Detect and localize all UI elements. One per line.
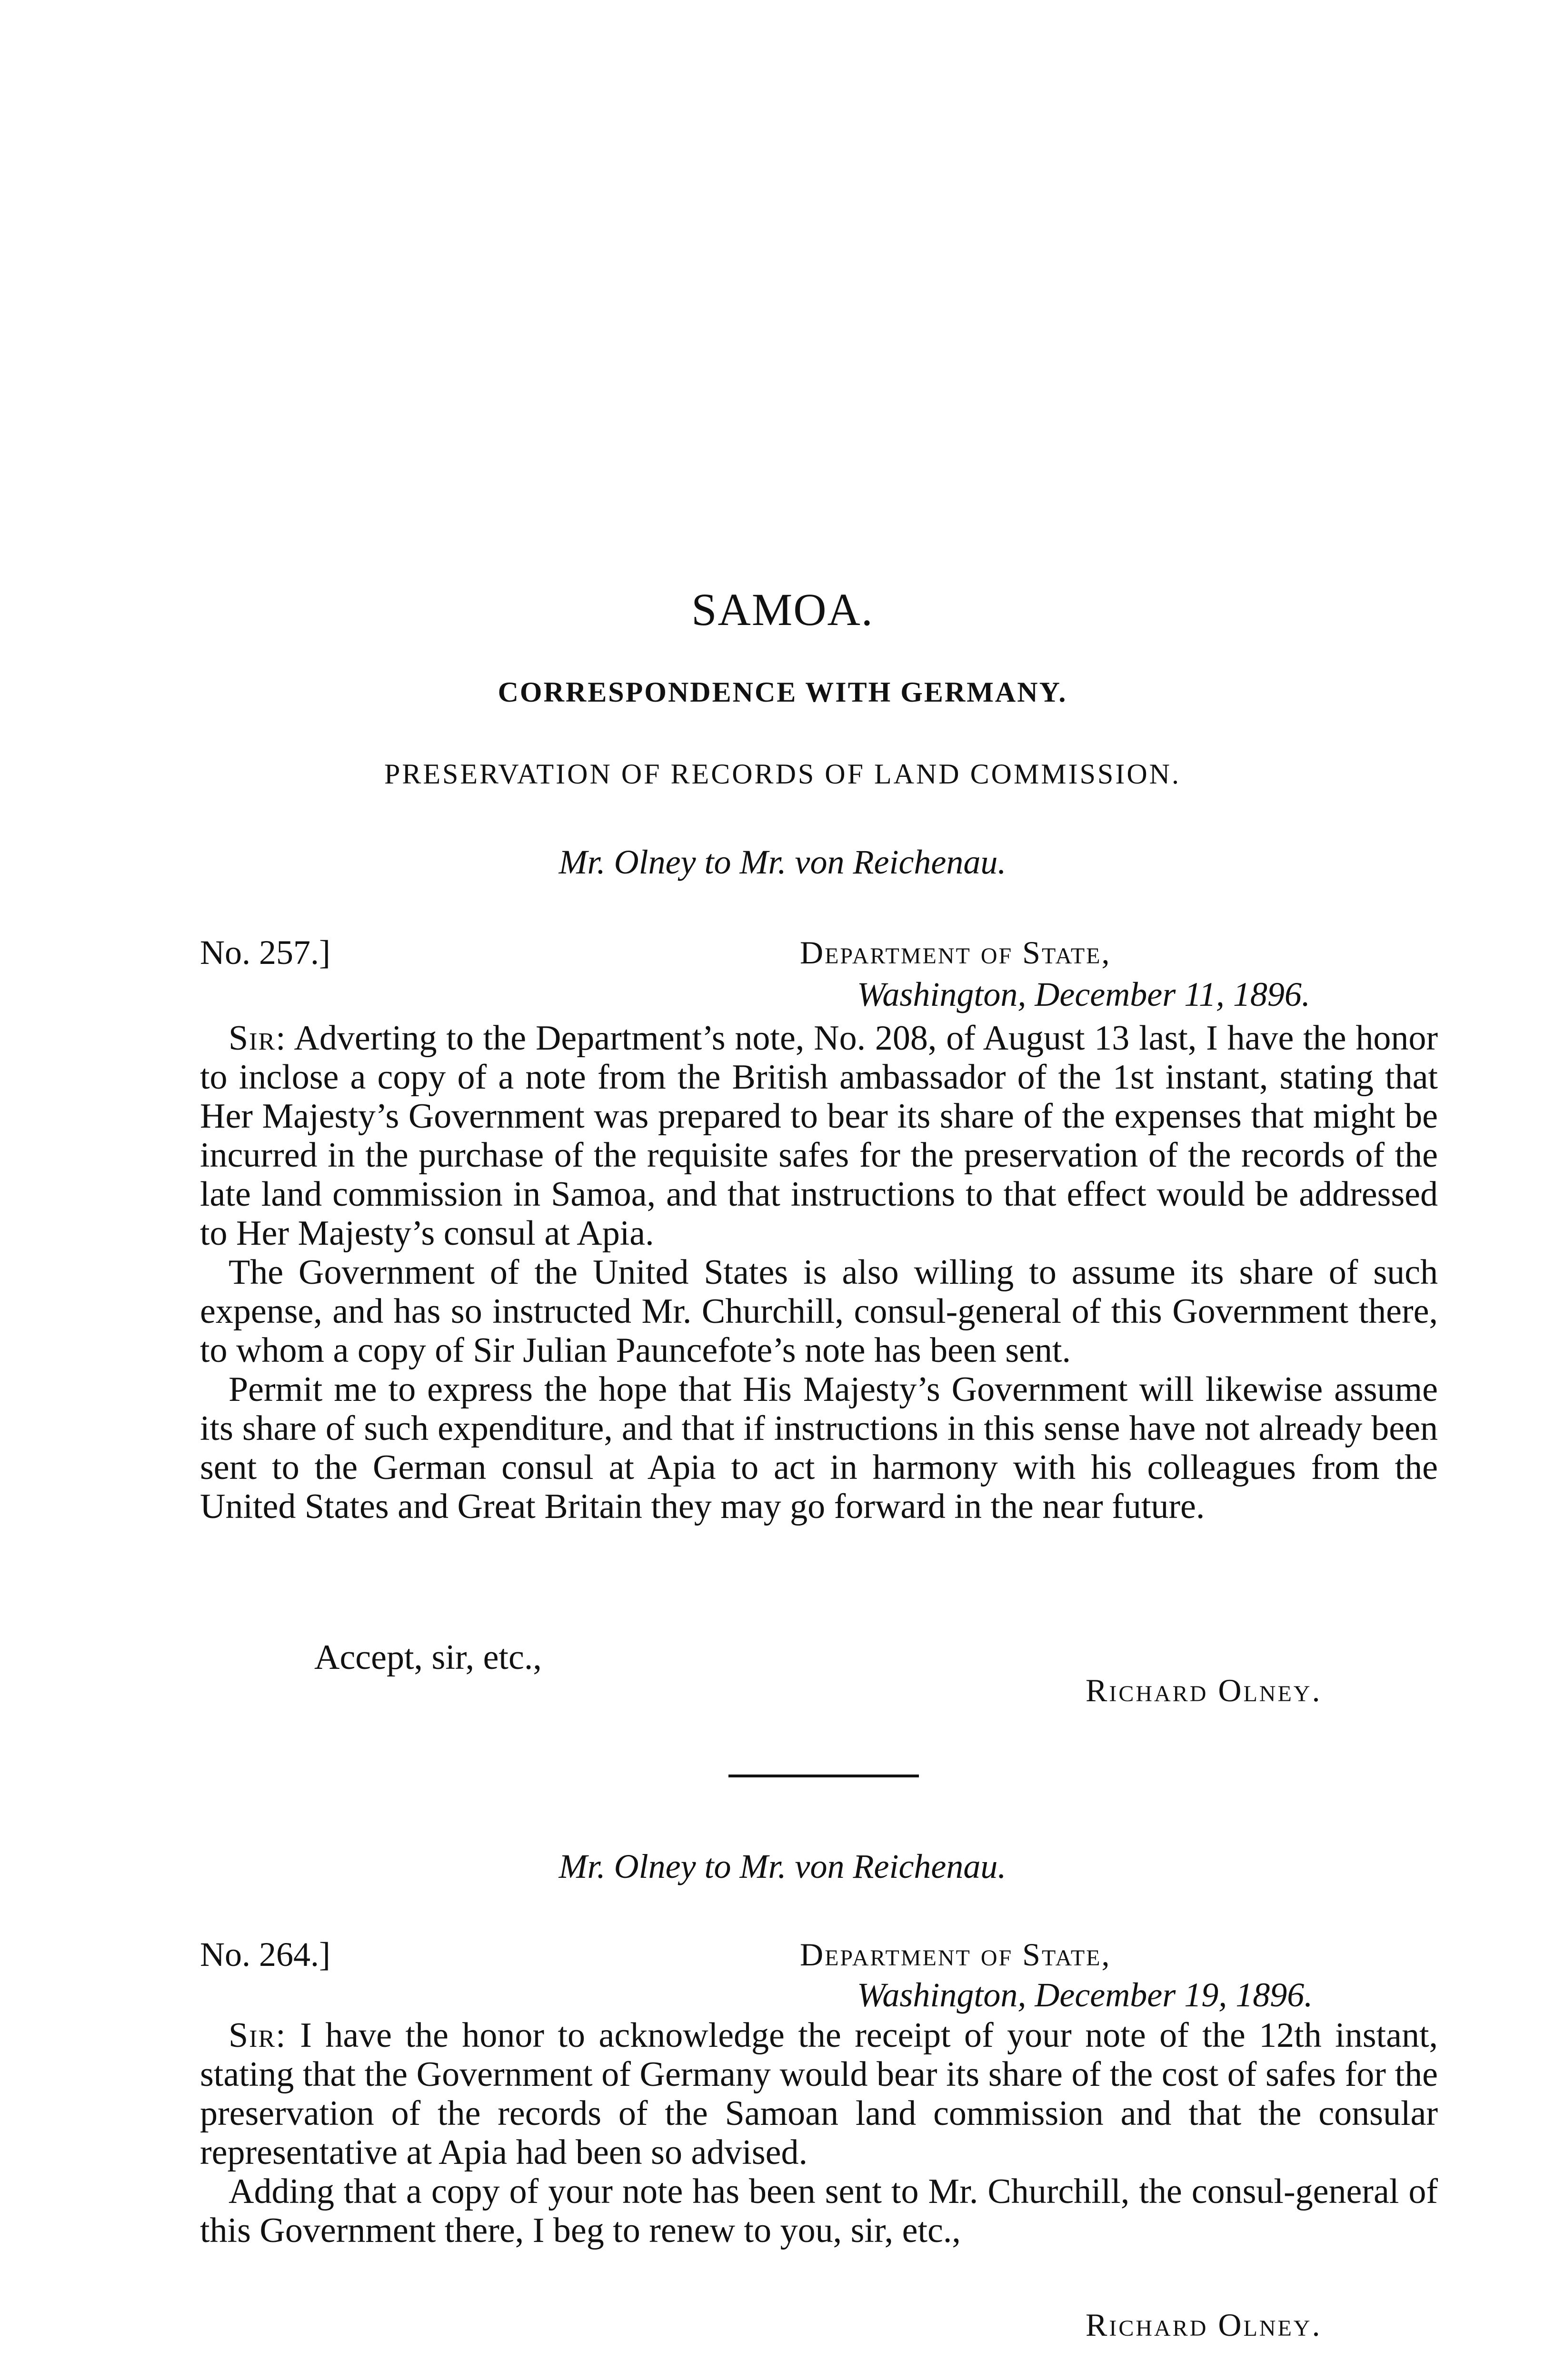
section-divider (728, 1775, 919, 1777)
letter1-department: Department of State, (800, 934, 1111, 971)
letter1-paragraph: Sir: Adverting to the Department’s note, No. 208, of August 13 last, I have the honor to inclose a copy of a note from the British ambassador of the 1st instant, stating that Her Majesty’s Government was prepared to bear its share of the expenses that might be incurred in the purchase of the requisite safes for the preservation of the records of the late land commission in Samoa, and that instructions to that effect would be addressed to Her Majesty’s consul at Apia. (200, 1019, 1438, 1253)
letter2-signature: Richard Olney. (1086, 2307, 1322, 2343)
document-title: SAMOA. (691, 584, 874, 635)
section-heading: CORRESPONDENCE WITH GERMANY. (498, 676, 1067, 708)
subsection-heading: PRESERVATION OF RECORDS OF LAND COMMISSION. (384, 758, 1181, 790)
letter2-number: No. 264.] (200, 1935, 330, 1973)
letter2-body (200, 2016, 1438, 2250)
letter1-heading: Mr. Olney to Mr. von Reichenau. (558, 843, 1007, 881)
letter2-place-date: Washington, December 19, 1896. (857, 1976, 1313, 2014)
letter1-signature: Richard Olney. (1086, 1672, 1322, 1708)
letter1-paragraph: The Government of the United States is also willing to assume its share of such expense, and has so instructed Mr. Churchill, consul-general of this Government there, to whom a copy of Sir Julian Pauncefote’s note has been sent. (200, 1253, 1438, 1370)
letter2-salutation: Sir: (229, 2016, 287, 2055)
letter1-place-date: Washington, December 11, 1896. (857, 975, 1310, 1013)
letter2-heading: Mr. Olney to Mr. von Reichenau. (558, 1847, 1007, 1885)
letter1-number: No. 257.] (200, 933, 330, 972)
letter1-body (200, 1019, 1438, 1526)
letter2-paragraph: Sir: I have the honor to acknowledge the receipt of your note of the 12th instant, stating that the Government of Germany would bear its share of the cost of safes for the preservation of the records of the Samoan land commission and that the consular representative at Apia had been so advised. (200, 2016, 1438, 2172)
letter1-paragraph: Permit me to express the hope that His Majesty’s Government will likewise assume its share of such expenditure, and that if instructions in this sense have not already been sent to the German consul at Apia to act in harmony with his colleagues from the United States and Great Britain they may go forward in the near future. (200, 1370, 1438, 1526)
letter2-department: Department of State, (800, 1936, 1111, 1973)
letter1-closing: Accept, sir, etc., (314, 1638, 542, 1677)
letter1-salutation: Sir: (229, 1019, 287, 1058)
letter2-paragraph: Adding that a copy of your note has been sent to Mr. Churchill, the consul-general of this Government there, I beg to renew to you, sir, etc., (200, 2172, 1438, 2250)
